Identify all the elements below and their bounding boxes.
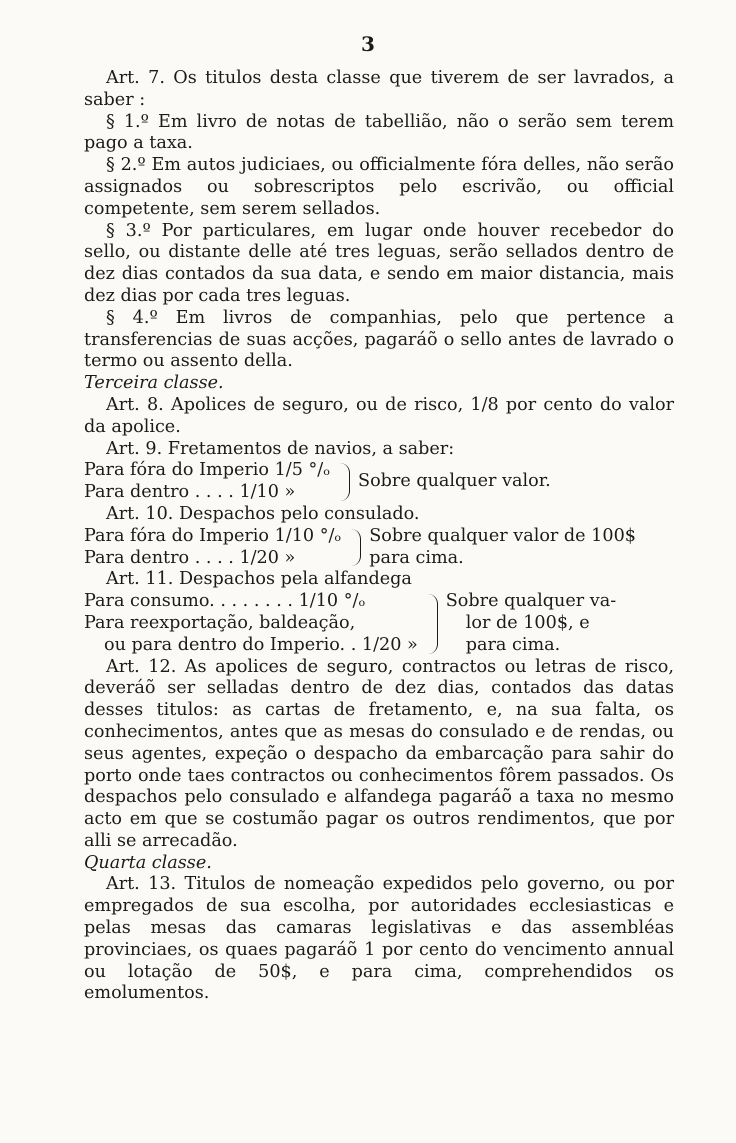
art12-text: Art. 12. As apolices de seguro, contractos ou letras de risco, deveráõ ser selladas dentro de dez dias, contados das datas desses titulos: as cartas de fretamento, e, na sua falta, os conhecimentos, antes que as mesas do consulado e de rendas, ou seus agentes, expeção o despacho da embarcação para sahir do porto onde taes contractos ou conhecimentos fôrem passados. Os despachos pelo consulado e alfandega pagaráõ a taxa no mesmo acto em que se costumão pagar os outros rendimentos, que por alli se arrecadão. — [84, 656, 674, 851]
art9-intro: Art. 9. Fretamentos de navios, a saber: — [106, 438, 455, 459]
art10-note-1: Sobre qualquer valor de 100$ — [369, 525, 636, 546]
art10-intro: Art. 10. Despachos pelo consulado. — [106, 503, 420, 524]
art10-note-2: para cima. — [369, 547, 464, 568]
art11-rate-table — [84, 591, 674, 656]
art9-row-dentro: Para dentro . . . . 1/10 » — [84, 482, 296, 503]
art9-rate-table — [84, 460, 674, 504]
page-number: 3 — [361, 32, 375, 56]
art7-paragraph-3: § 3.º Por particulares, em lugar onde houver recebedor do sello, ou distante delle até tres leguas, serão sellados dentro de dez dias contados da sua data, e sendo em maior distancia, mais dez dias por cada tres leguas. — [84, 220, 674, 306]
art7-paragraph-2: § 2.º Em autos judiciaes, ou officialmente fóra delles, não serão assignados ou sobrescriptos pelo escrivão, ou official competente, sem serem sellados. — [84, 155, 674, 219]
art9-row-fora: Para fóra do Imperio 1/5 °/ₒ — [84, 460, 331, 481]
art10-rate-table — [84, 526, 674, 570]
brace-icon — [428, 594, 438, 653]
art11-row-reexportacao: Para reexportação, baldeação, — [84, 612, 356, 633]
art11-note-2: lor de 100$, e — [465, 612, 590, 633]
brace-icon — [340, 463, 350, 501]
art11-note-3: para cima. — [465, 634, 561, 655]
art13-text: Art. 13. Titulos de nomeação expedidos pelo governo, ou por empregados de sua escolha, por autoridades ecclesiasticas e pelas mesas das camaras legislativas e das assembléas provinciaes, os quaes pagaráõ 1 por cento do vencimento annual ou lotação de 50$, e para cima, comprehendidos os emolumentos. — [84, 874, 674, 1004]
brace-icon — [351, 529, 361, 567]
document-body — [84, 68, 674, 1005]
heading-terceira-classe: Terceira classe. — [84, 373, 224, 394]
art11-intro: Art. 11. Despachos pela alfandega — [106, 569, 412, 590]
heading-quarta-classe: Quarta classe. — [84, 852, 212, 873]
art11-row-consumo: Para consumo. . . . . . . . 1/10 °/ₒ — [84, 591, 366, 612]
art8-text: Art. 8. Apolices de seguro, ou de risco, 1/8 por cento do valor da apolice. — [84, 394, 674, 437]
art7-intro: Art. 7. Os titulos desta classe que tiverem de ser lavrados, a saber : — [84, 68, 674, 110]
art9-note: Sobre qualquer valor. — [358, 471, 551, 492]
art10-row-dentro: Para dentro . . . . 1/20 » — [84, 547, 296, 568]
art11-note-1: Sobre qualquer va- — [445, 591, 617, 612]
art7-paragraph-1: § 1.º Em livro de notas de tabellião, não o serão sem terem pago a taxa. — [84, 111, 674, 154]
art10-row-fora: Para fóra do Imperio 1/10 °/ₒ — [84, 525, 342, 546]
art11-row-dentro: ou para dentro do Imperio. . 1/20 » — [104, 634, 418, 655]
art7-paragraph-4: § 4.º Em livros de companhias, pelo que pertence a transferencias de suas acções, pagaráõ o sello antes de lavrado o termo ou assento della. — [84, 307, 674, 372]
